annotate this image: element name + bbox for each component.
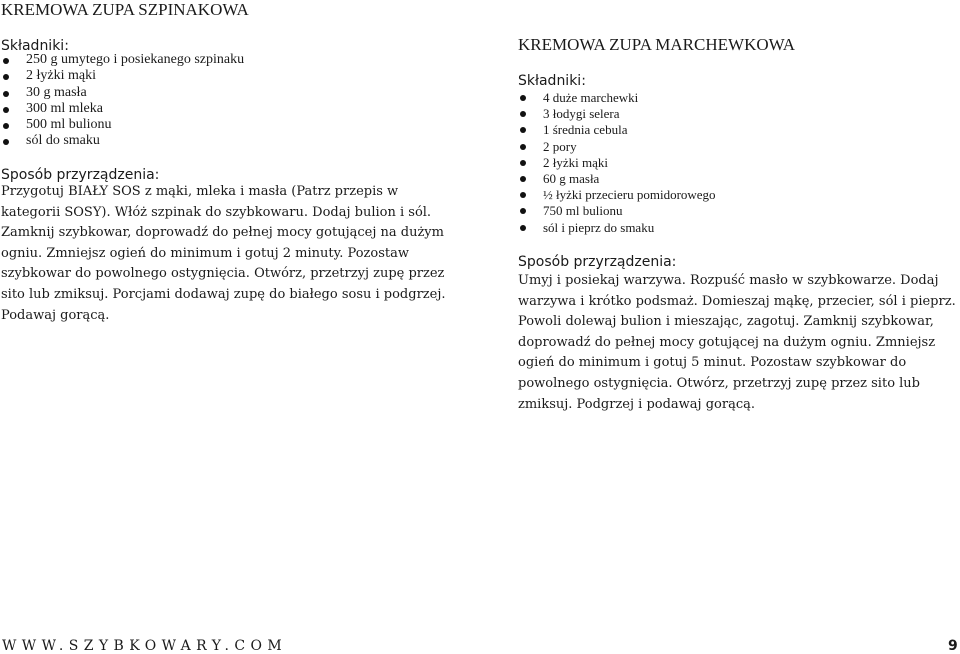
bullet-icon xyxy=(520,144,526,150)
bullet-icon xyxy=(3,107,9,113)
list-item: 3 łodygi selera xyxy=(518,106,716,122)
list-item: 750 ml bulionu xyxy=(518,203,716,219)
list-item: 2 łyżki mąki xyxy=(1,68,244,84)
bullet-icon xyxy=(3,139,9,145)
recipe-title-carrot: KREMOWA ZUPA MARCHEWKOWA xyxy=(518,35,796,54)
page-number: 9 xyxy=(948,638,958,654)
recipe-title-spinach: KREMOWA ZUPA SZPINAKOWA xyxy=(1,0,249,19)
list-item: sól do smaku xyxy=(1,133,244,149)
list-item: 60 g masła xyxy=(518,171,716,187)
list-item: 500 ml bulionu xyxy=(1,117,244,133)
ingredients-list-carrot xyxy=(518,90,716,236)
list-item: sól i pieprz do smaku xyxy=(518,220,716,236)
bullet-icon xyxy=(520,192,526,198)
bullet-icon xyxy=(520,95,526,101)
ingredients-label-spinach: Składniki: xyxy=(1,38,69,54)
ingredients-list-spinach xyxy=(1,52,244,150)
list-item: 300 ml mleka xyxy=(1,101,244,117)
bullet-icon xyxy=(3,58,9,64)
bullet-icon xyxy=(520,111,526,117)
bullet-icon xyxy=(520,208,526,214)
method-text-carrot: Umyj i posiekaj warzywa. Rozpuść masło w szybkowarze. Dodaj warzywa i krótko podsmaż. Domieszaj mąkę, przecier, sól i pieprz. Powoli dolewaj bulion i mieszając, zagotuj. Zamknij szybkowar, doprowadź do pełnej mocy gotującej na dużym ogniu. Zmniejsz ogień do minimum i gotuj 5 minut. Pozostaw szybkowar do powolnego ostygnięcia. Otwórz, przetrzyj zupę przez sito lub zmiksuj. Podgrzej i podawaj gorącą. xyxy=(518,273,956,412)
bullet-icon xyxy=(520,225,526,231)
list-item: 30 g masła xyxy=(1,85,244,101)
bullet-icon xyxy=(3,123,9,129)
bullet-icon xyxy=(3,74,9,80)
method-text-spinach: Przygotuj BIAŁY SOS z mąki, mleka i masła (Patrz przepis w kategorii SOSY). Włóż szpinak do szybkowaru. Dodaj bulion i sól. Zamknij szybkowar, doprowadź do pełnej mocy gotującej na dużym ogniu. Zmniejsz ogień do minimum i gotuj 2 minuty. Pozostaw szybkowar do powolnego ostygnięcia. Otwórz, przetrzyj zupę przez sito lub zmiksuj. Porcjami dodawaj zupę do białego sosu i podgrzej. Podawaj gorącą. xyxy=(1,184,446,323)
list-item: 1 średnia cebula xyxy=(518,122,716,138)
method-label-spinach: Sposób przyrządzenia: xyxy=(1,167,160,183)
list-item: 4 duże marchewki xyxy=(518,90,716,106)
ingredients-label-carrot: Składniki: xyxy=(518,73,586,89)
bullet-icon xyxy=(520,176,526,182)
method-label-carrot: Sposób przyrządzenia: xyxy=(518,254,677,270)
bullet-icon xyxy=(3,91,9,97)
list-item: 250 g umytego i posiekanego szpinaku xyxy=(1,52,244,68)
list-item: 2 łyżki mąki xyxy=(518,155,716,171)
bullet-icon xyxy=(520,160,526,166)
bullet-icon xyxy=(520,127,526,133)
footer-website: WWW.SZYBKOWARY.COM xyxy=(2,638,288,654)
list-item: ½ łyżki przecieru pomidorowego xyxy=(518,187,716,203)
list-item: 2 pory xyxy=(518,139,716,155)
